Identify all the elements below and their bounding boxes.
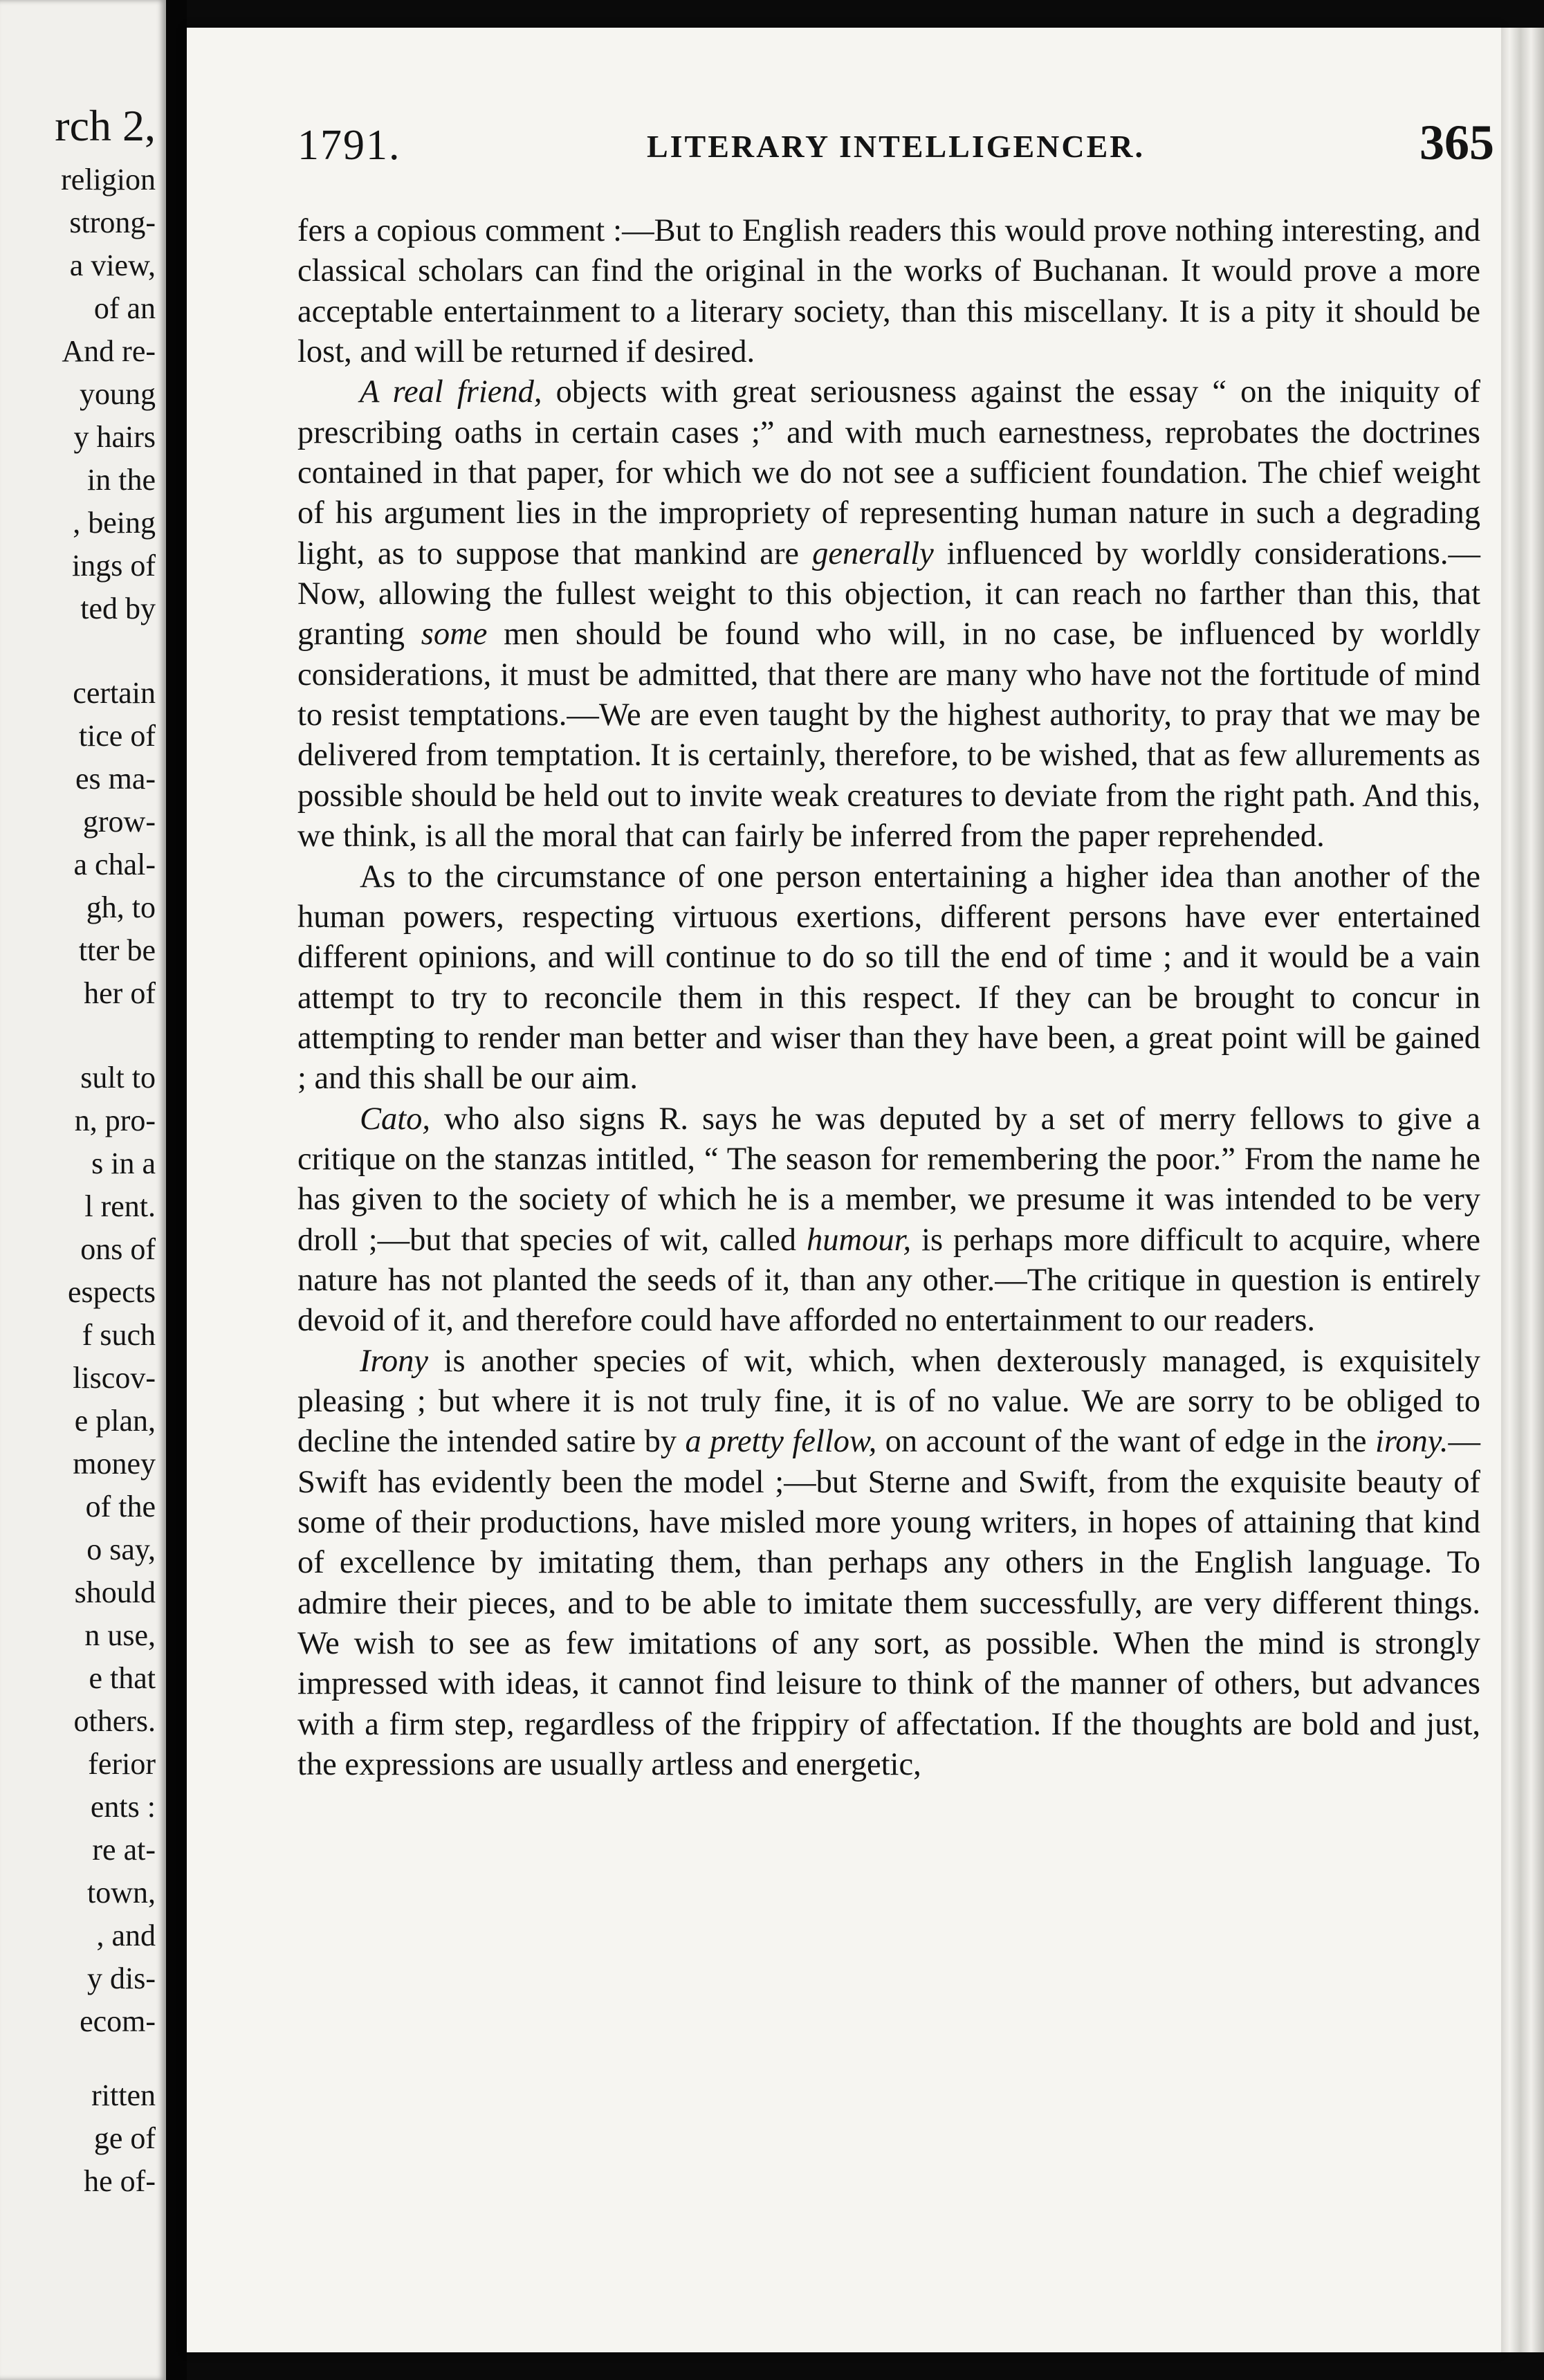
facing-page-line-fragment: re at- bbox=[92, 1833, 156, 1867]
facing-page-line-fragment: , and bbox=[96, 1919, 156, 1952]
facing-page-line-fragment: ted by bbox=[80, 592, 156, 625]
book-gutter bbox=[166, 0, 187, 2380]
paragraph-continued: fers a copious comment :—But to English readers this would prove nothing interesting, and classical scholars can find the original in the works of Buchanan. It would prove a more acceptable entertainment to a literary society, than this miscellany. It is a pity it should be lost, and will be returned if desired. bbox=[297, 213, 1480, 370]
facing-page-text-edge bbox=[0, 0, 156, 2380]
running-head-year: 1791. bbox=[297, 122, 401, 169]
facing-page-line-fragment: others. bbox=[73, 1704, 156, 1738]
facing-page-line-fragment: he of- bbox=[84, 2164, 156, 2198]
correspondent-name: a pretty fellow, bbox=[685, 1424, 877, 1460]
paragraph-human-powers: As to the circumstance of one person entertaining a higher idea than another of the human powers, respecting virtuous exertions, different persons have ever entertained different opinions, and will continue to do so till the end of time ; and it would be a vain attempt to try to reconcile them in this respect. If they can be brought to concur in attempting to render man better and wiser than they have been, a great point will be gained ; and this shall be our aim. bbox=[297, 859, 1480, 1097]
facing-page-line-fragment: e that bbox=[89, 1661, 156, 1695]
page-number: 365 bbox=[1419, 115, 1494, 170]
facing-page-line-fragment: strong- bbox=[69, 205, 156, 239]
facing-page-line-fragment: religion bbox=[61, 163, 156, 196]
facing-page-line-fragment: ecom- bbox=[80, 2004, 156, 2038]
facing-page bbox=[0, 0, 166, 2380]
facing-page-line-fragment: ons of bbox=[80, 1232, 156, 1266]
facing-page-line-fragment: of an bbox=[93, 291, 156, 325]
facing-page-line-fragment: grow- bbox=[82, 805, 156, 839]
facing-page-line-fragment: e plan, bbox=[74, 1404, 156, 1438]
facing-page-line-fragment: tter be bbox=[78, 933, 156, 967]
paragraph-irony: Irony is another species of wit, which, when dexterously managed, is exquisitely pleasing ; but where it is not truly fine, it is of no value. We are sorry to be obliged to decline the intended satire by a pretty fellow, on account of the want of edge in the irony.—Swift has evidently been the model ;—but Sterne and Swift, from the exquisite beauty of some of their productions, have misled more young writers, in hopes of attaining that kind of excellence by imitating them, than perhaps any others in the English language. To admire their pieces, and to be able to imitate them successfully, are very different things. We wish to see as few imitations of any sort, as possible. When the mind is strongly impressed with ideas, it cannot find leisure to think of the manner of others, but advances with a firm step, regardless of the frippiry of affectation. If the thoughts are bold and just, the expressions are usually artless and energetic, bbox=[297, 1343, 1480, 1783]
paragraph-cato: Cato, who also signs R. says he was deputed by a set of merry fellows to give a critique on the stanzas intitled, “ The season for remembering the poor.” From the name he has given to the society of which he is a member, we presume it was intended to be very droll ;—but that species of wit, called humour, is perhaps more difficult to acquire, where nature has not planted the seeds of it, than any other.—The critique in question is entirely devoid of it, and therefore could have afforded no entertainment to our readers. bbox=[297, 1101, 1480, 1339]
section-keyword: Irony bbox=[360, 1343, 428, 1379]
facing-page-line-fragment: n use, bbox=[84, 1618, 156, 1652]
facing-page-line-fragment: certain bbox=[73, 676, 156, 710]
running-head bbox=[297, 114, 1494, 190]
facing-page-line-fragment: espects bbox=[67, 1275, 156, 1309]
page-body bbox=[297, 211, 1480, 1785]
correspondent-name: Cato, bbox=[360, 1101, 431, 1137]
facing-page-line-fragment: f such bbox=[82, 1318, 156, 1352]
facing-page-line-fragment: town, bbox=[87, 1876, 156, 1910]
facing-page-line-fragment: y dis- bbox=[87, 1961, 156, 1995]
facing-page-line-fragment: tice of bbox=[78, 719, 156, 753]
facing-page-line-fragment: ferior bbox=[88, 1747, 156, 1781]
running-head-title: LITERARY INTELLIGENCER. bbox=[646, 129, 1146, 164]
facing-page-line-fragment: s in a bbox=[91, 1146, 156, 1180]
facing-page-line-fragment: ge of bbox=[93, 2121, 156, 2155]
facing-page-line-fragment: o say, bbox=[86, 1532, 156, 1566]
facing-page-line-fragment: money bbox=[73, 1447, 156, 1481]
facing-page-line-fragment: should bbox=[74, 1575, 156, 1609]
facing-page-line-fragment: ritten bbox=[91, 2078, 156, 2112]
facing-page-line-fragment: a chal- bbox=[73, 848, 156, 881]
facing-page-running-head: rch 2, bbox=[55, 101, 156, 150]
facing-page-line-fragment: young bbox=[80, 377, 156, 411]
correspondent-name: A real friend, bbox=[360, 374, 542, 410]
facing-page-line-fragment: liscov- bbox=[73, 1361, 156, 1395]
facing-page-line-fragment: in the bbox=[87, 463, 156, 497]
facing-page-line-fragment: sult to bbox=[80, 1061, 156, 1095]
facing-page-line-fragment: es ma- bbox=[75, 762, 156, 796]
facing-page-line-fragment: n, pro- bbox=[74, 1104, 156, 1137]
facing-page-line-fragment: a view, bbox=[69, 248, 156, 282]
facing-page-line-fragment: of the bbox=[85, 1490, 156, 1523]
facing-page-line-fragment: y hairs bbox=[73, 420, 156, 454]
facing-page-line-fragment: her of bbox=[84, 976, 156, 1010]
facing-page-line-fragment: , being bbox=[73, 506, 156, 540]
facing-page-line-fragment: ents : bbox=[90, 1790, 156, 1824]
facing-page-line-fragment: ings of bbox=[72, 549, 156, 583]
book-page bbox=[187, 28, 1501, 2352]
facing-page-line-fragment: l rent. bbox=[84, 1189, 156, 1223]
page-edges bbox=[1501, 28, 1544, 2352]
paragraph-real-friend: A real friend, objects with great seriousness against the essay “ on the iniquity of prescribing oaths in certain cases ;” and with much earnestness, reprobates the doctrines contained in that paper, for which we do not see a sufficient foundation. The chief weight of his argument lies in the impropriety of representing human nature in such a degrading light, as to suppose that mankind are generally influenced by worldly considerations.—Now, allowing the fullest weight to this objection, it can reach no farther than this, that granting some men should be found who will, in no case, be influenced by worldly considerations, it must be admitted, that there are many who have not the fortitude of mind to resist temptations.—We are even taught by the highest authority, to pray that we may be delivered from temptation. It is certainly, therefore, to be wished, that as few allurements as possible should be held out to invite weak creatures to deviate from the right path. And this, we think, is all the moral that can fairly be inferred from the paper reprehended. bbox=[297, 374, 1480, 854]
facing-page-line-fragment: gh, to bbox=[86, 890, 156, 924]
facing-page-line-fragment: And re- bbox=[62, 334, 156, 368]
